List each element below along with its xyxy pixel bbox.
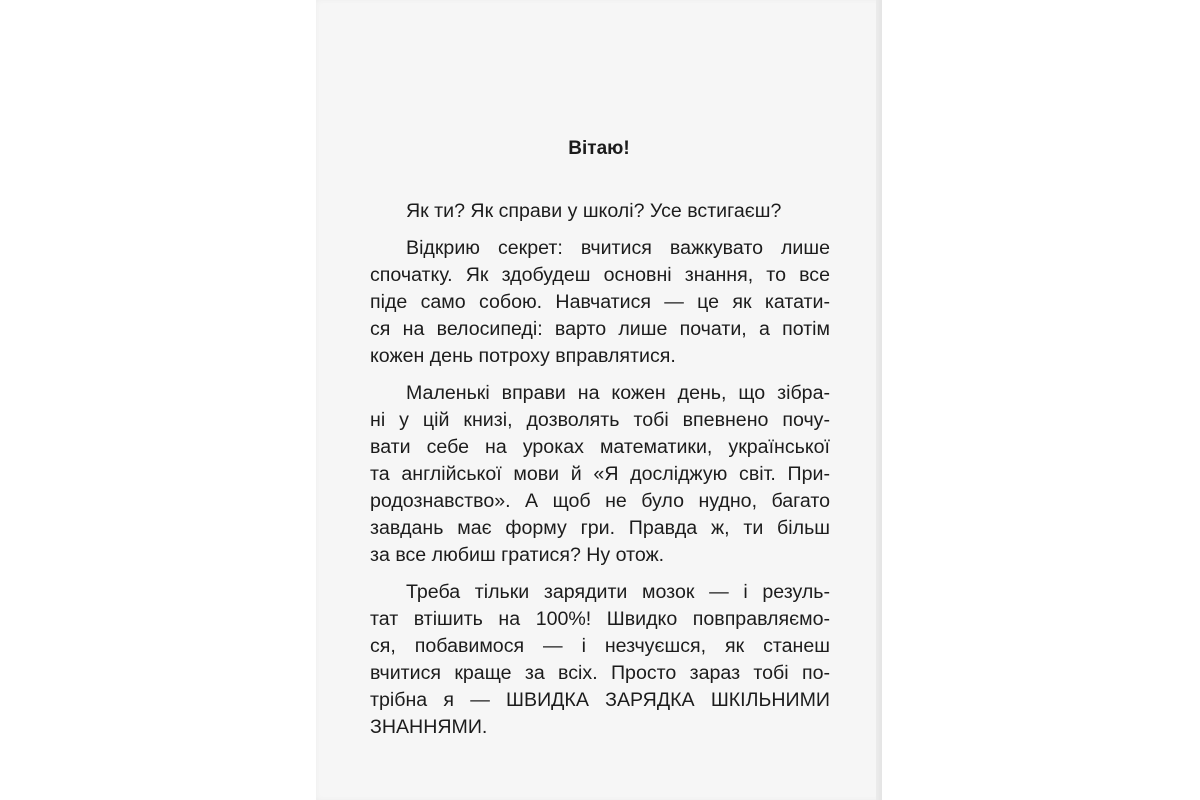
text-line: Маленькі вправи на кожен день, що зібра- [406, 382, 830, 404]
text-line: родознавство». А щоб не було нудно, багато [370, 490, 830, 512]
text-line: ні у цій книзі, дозволять тобі впевнено почу- [370, 409, 830, 431]
paragraph-1 [370, 198, 830, 225]
text-line: піде само собою. Навчатися — це як катати- [370, 291, 830, 313]
greeting-heading: Вітаю! [568, 138, 630, 159]
text-line: вати себе на уроках математики, української [370, 436, 830, 458]
paragraph-4 [370, 579, 830, 741]
text-line: вчитися краще за всіх. Просто зараз тобі по- [370, 662, 830, 684]
paragraph-3 [370, 380, 830, 569]
page-edge-shadow [876, 0, 882, 800]
text-line: спочатку. Як здобудеш основні знання, то все [370, 264, 830, 286]
text-line: кожен день потроху вправлятися. [370, 345, 676, 367]
text-line: за все любиш гратися? Ну отож. [370, 544, 665, 566]
text-line: Як ти? Як справи у школі? Усе встигаєш? [406, 200, 782, 222]
text-line: завдань має форму гри. Правда ж, ти більш [370, 517, 830, 539]
text-line: та англійської мови й «Я досліджую світ. При- [370, 463, 830, 485]
text-line: тат втішить на 100%! Швидко повправляємо- [370, 608, 830, 630]
letter-body [370, 198, 830, 751]
text-line: Треба тільки зарядити мозок — і резуль- [406, 581, 830, 603]
text-line: Відкрию секрет: вчитися важкувато лише [406, 237, 830, 259]
text-line: ся на велосипеді: варто лише почати, а потім [370, 318, 830, 340]
text-line: ся, побавимося — і незчуєшся, як станеш [370, 635, 830, 657]
text-line: трібна я — ШВИДКА ЗАРЯДКА ШКІЛЬНИМИ [370, 689, 830, 711]
paragraph-2 [370, 235, 830, 370]
text-line: ЗНАННЯМИ. [370, 716, 488, 738]
